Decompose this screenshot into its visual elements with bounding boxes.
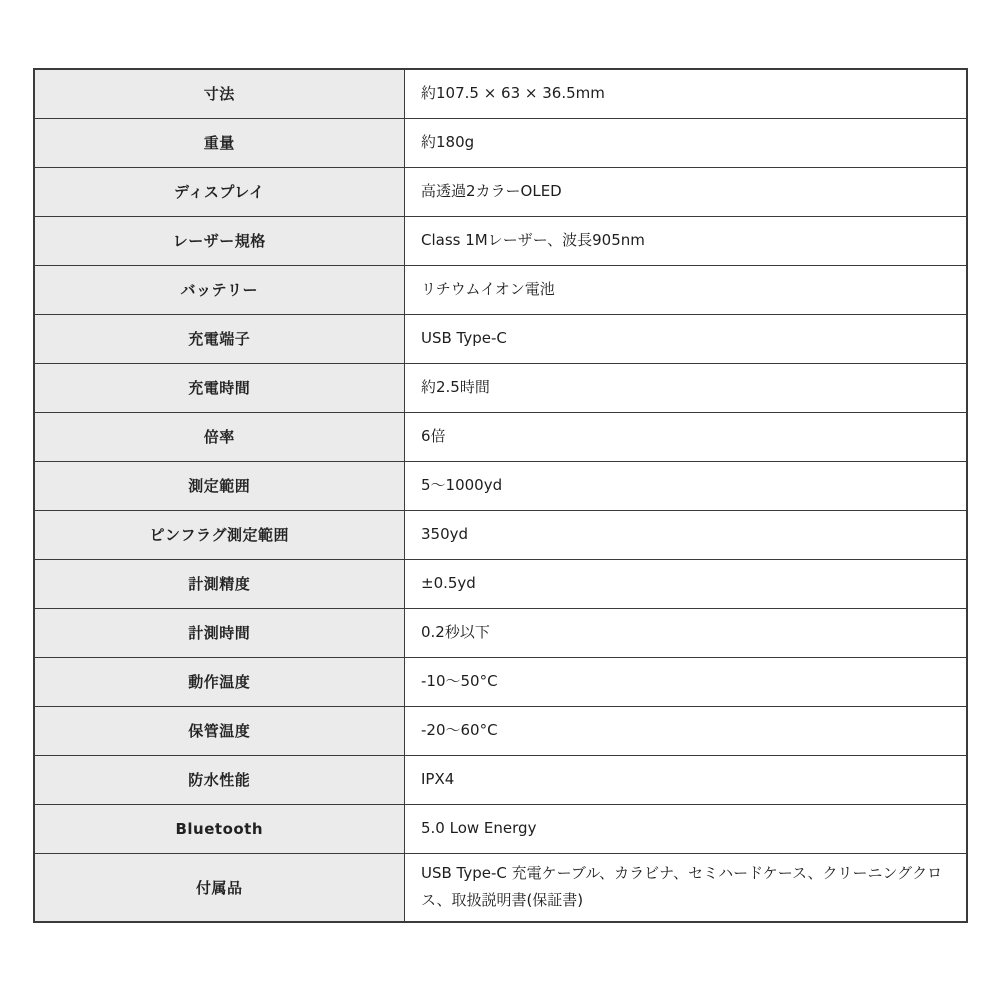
spec-label: ピンフラグ測定範囲 bbox=[34, 510, 405, 559]
spec-label: 付属品 bbox=[34, 853, 405, 922]
spec-value: 350yd bbox=[405, 510, 967, 559]
spec-value: 0.2秒以下 bbox=[405, 608, 967, 657]
table-row bbox=[34, 510, 967, 559]
spec-value: 約2.5時間 bbox=[405, 363, 967, 412]
table-row bbox=[34, 69, 967, 118]
table-row bbox=[34, 755, 967, 804]
spec-label: 充電端子 bbox=[34, 314, 405, 363]
table-row bbox=[34, 363, 967, 412]
table-row bbox=[34, 559, 967, 608]
table-row bbox=[34, 265, 967, 314]
spec-value: リチウムイオン電池 bbox=[405, 265, 967, 314]
table-row bbox=[34, 804, 967, 853]
spec-label: ディスプレイ bbox=[34, 167, 405, 216]
spec-value: USB Type-C bbox=[405, 314, 967, 363]
table-row bbox=[34, 314, 967, 363]
spec-label: 倍率 bbox=[34, 412, 405, 461]
spec-value: Class 1Mレーザー、波長905nm bbox=[405, 216, 967, 265]
spec-label: 測定範囲 bbox=[34, 461, 405, 510]
spec-value: -20〜60°C bbox=[405, 706, 967, 755]
table-row bbox=[34, 167, 967, 216]
spec-value: 5.0 Low Energy bbox=[405, 804, 967, 853]
spec-label: 防水性能 bbox=[34, 755, 405, 804]
product-spec-table bbox=[33, 68, 968, 923]
spec-label: 重量 bbox=[34, 118, 405, 167]
spec-label: 計測時間 bbox=[34, 608, 405, 657]
spec-label: 充電時間 bbox=[34, 363, 405, 412]
spec-label: バッテリー bbox=[34, 265, 405, 314]
spec-value: 高透過2カラーOLED bbox=[405, 167, 967, 216]
table-row bbox=[34, 461, 967, 510]
table-row bbox=[34, 118, 967, 167]
table-row bbox=[34, 216, 967, 265]
spec-label: 計測精度 bbox=[34, 559, 405, 608]
table-row bbox=[34, 657, 967, 706]
spec-label: Bluetooth bbox=[34, 804, 405, 853]
spec-value: 6倍 bbox=[405, 412, 967, 461]
spec-value: 5〜1000yd bbox=[405, 461, 967, 510]
table-row bbox=[34, 412, 967, 461]
table-row bbox=[34, 706, 967, 755]
spec-value: USB Type-C 充電ケーブル、カラビナ、セミハードケース、クリーニングクロス、取扱説明書(保証書) bbox=[405, 853, 967, 922]
spec-value: IPX4 bbox=[405, 755, 967, 804]
spec-label: 動作温度 bbox=[34, 657, 405, 706]
spec-table-body bbox=[34, 69, 967, 922]
spec-label: 保管温度 bbox=[34, 706, 405, 755]
spec-label: レーザー規格 bbox=[34, 216, 405, 265]
table-row bbox=[34, 853, 967, 922]
table-row bbox=[34, 608, 967, 657]
spec-value: 約180g bbox=[405, 118, 967, 167]
spec-label: 寸法 bbox=[34, 69, 405, 118]
spec-value: -10〜50°C bbox=[405, 657, 967, 706]
spec-value: ±0.5yd bbox=[405, 559, 967, 608]
spec-value: 約107.5 × 63 × 36.5mm bbox=[405, 69, 967, 118]
